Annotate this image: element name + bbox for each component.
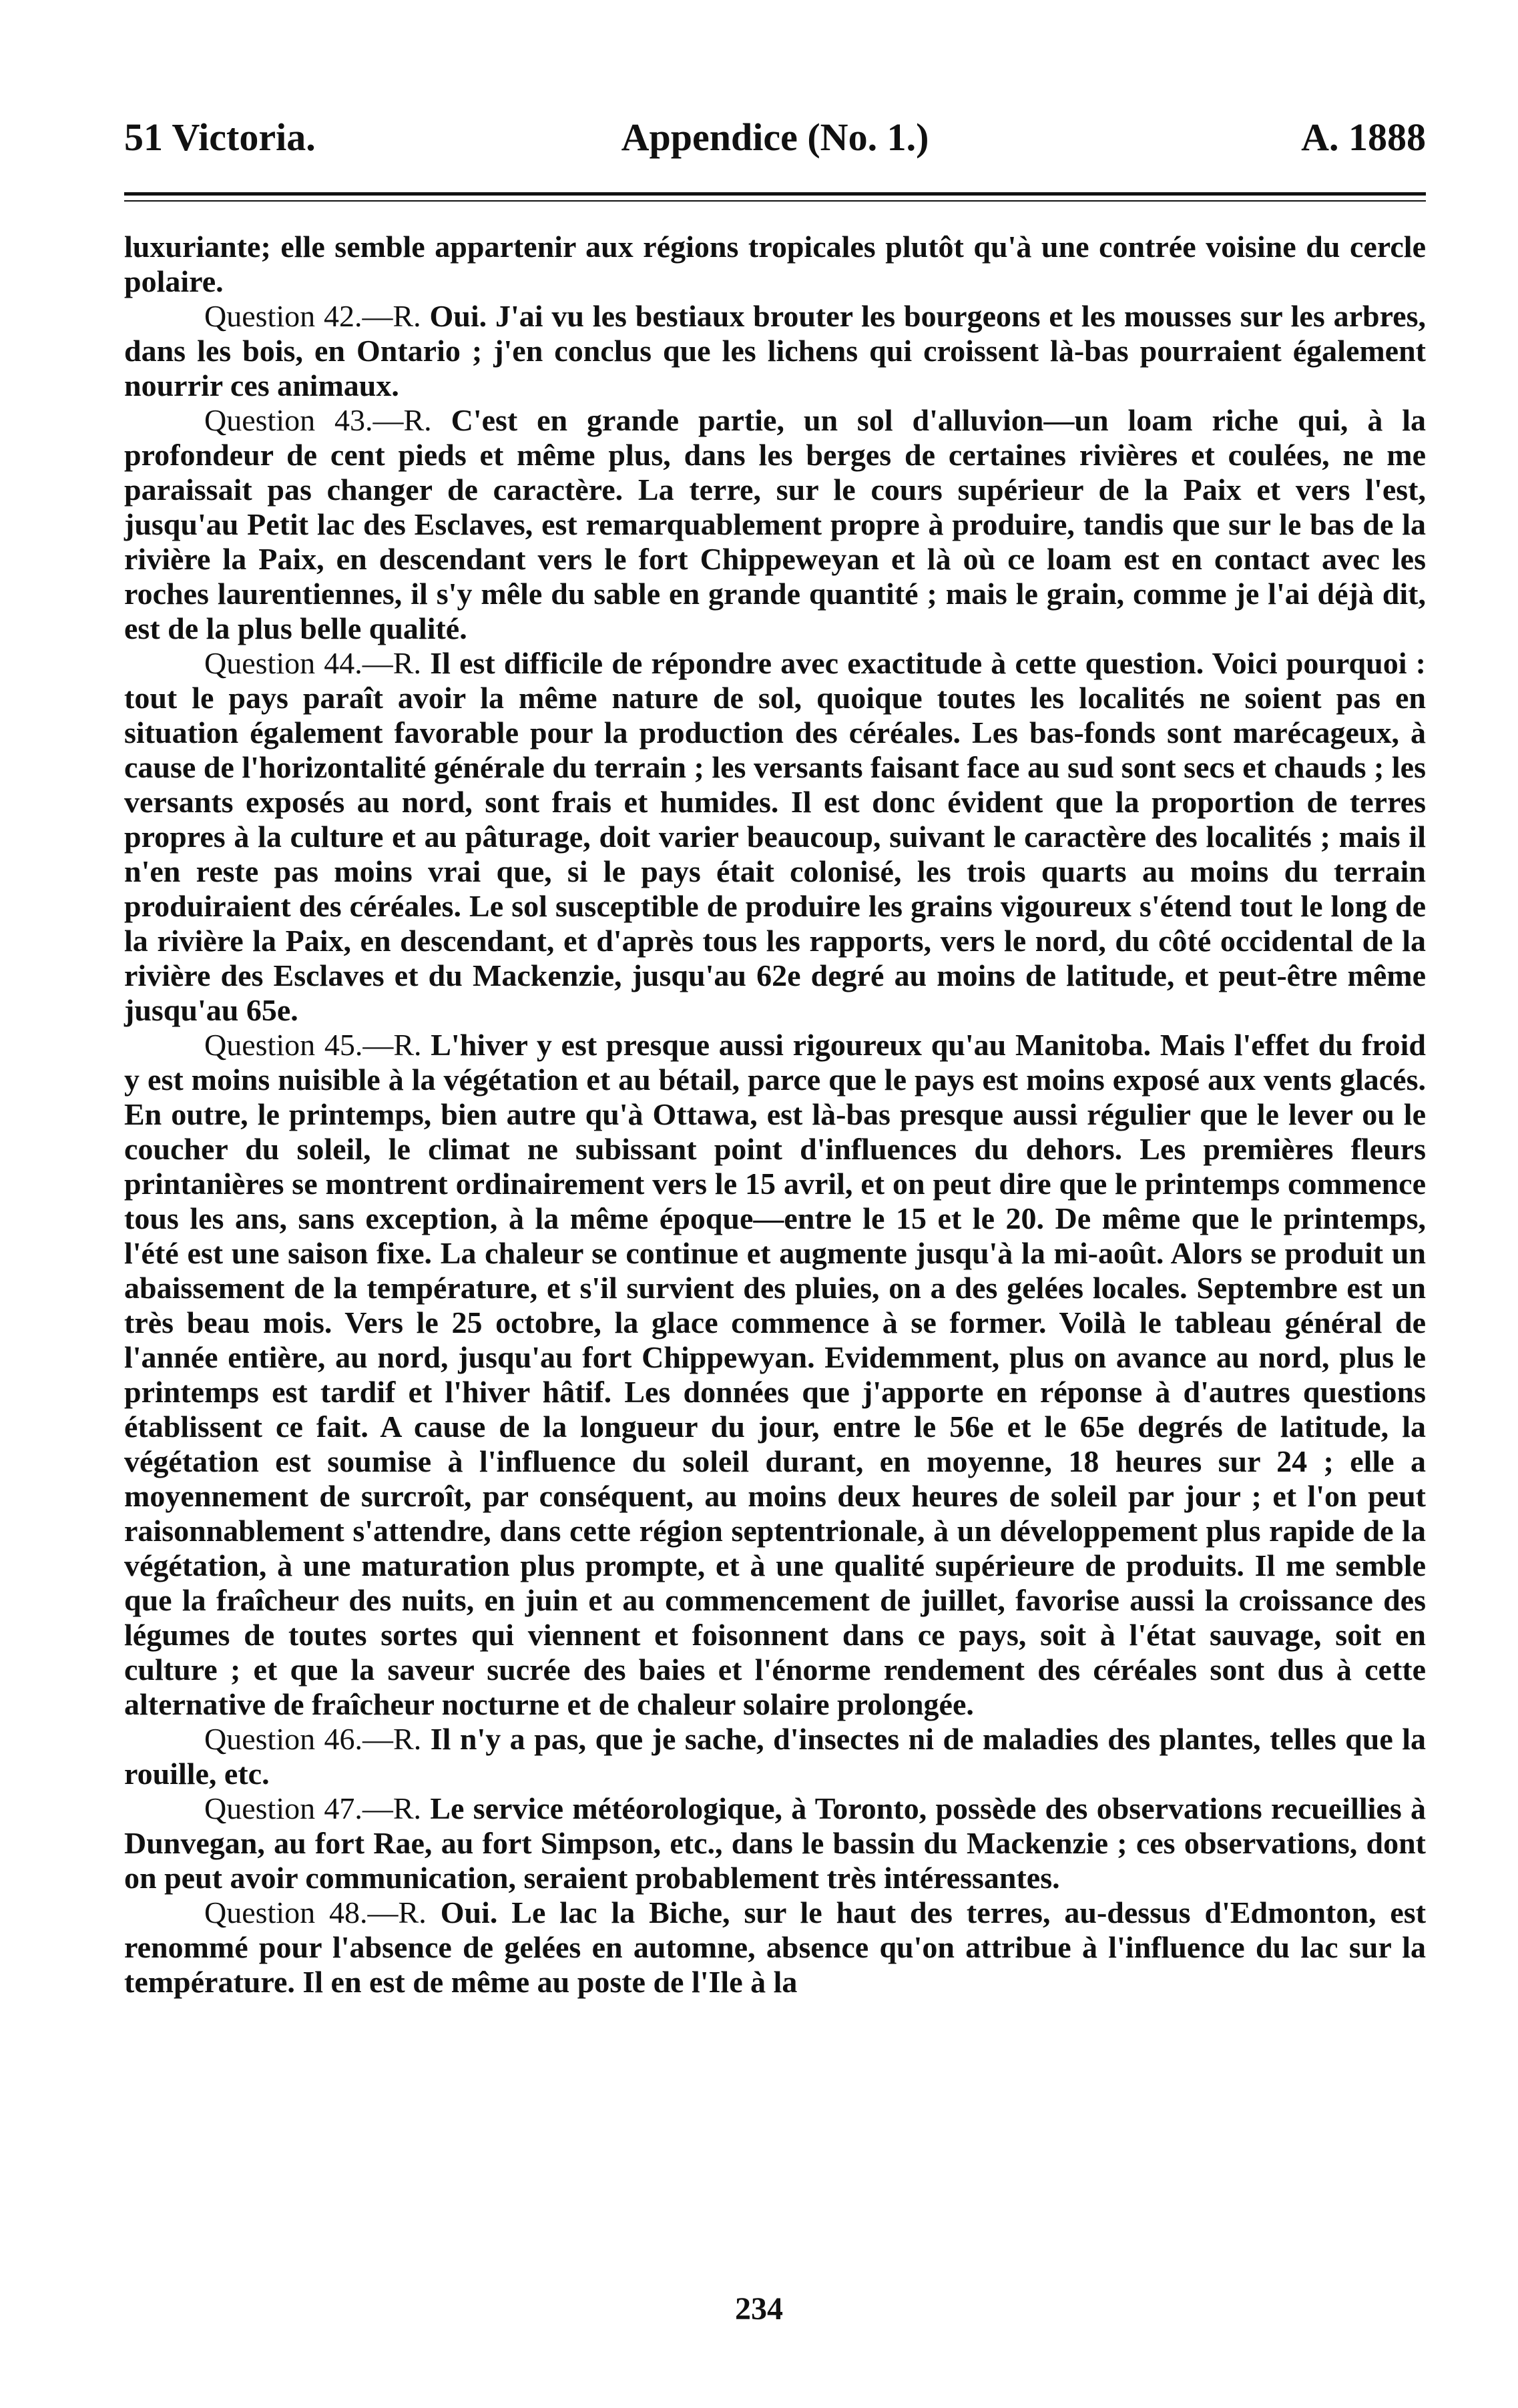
paragraph-question-45 [124,1028,1426,1722]
answer-text: Il n'y a pas, que je sache, d'insectes ni de maladies des plantes, telles que la rouille, etc. [124,1722,1427,1791]
answer-text: Oui. J'ai vu les bestiaux brouter les bourgeons et les mousses sur les arbres, dans les bois, en Ontario ; j'en conclus que les lichens qui croissent là-bas pourraient également nourrir ces animaux. [124,299,1426,402]
header-rule-thick [124,192,1426,196]
paragraph-question-47 [124,1791,1426,1895]
answer-text: L'hiver y est presque aussi rigoureux qu'au Manitoba. Mais l'effet du froid y est moins nuisible à la végétation et au bétail, parce que le pays est moins exposé aux vents glacés. En outre, le printemps, bien autre qu'à Ottawa, est là-bas presque aussi régulier que le lever ou le coucher du soleil, le climat ne subissant point d'influences du dehors. Les premières fleurs printanières se montrent ordinairement vers le 15 avril, et on peut dire que le printemps commence tous les ans, sans exception, à la même époque—entre le 15 et le 20. De même que le printemps, l'été est une saison fixe. La chaleur se continue et augmente jusqu'à la mi-août. Alors se produit un abaissement de la température, et s'il survient des pluies, on a des gelées locales. Septembre est un très beau mois. Vers le 25 octobre, la glace commence à se former. Voilà le tableau général de l'année entière, au nord, jusqu'au fort Chippewyan. Evidemment, plus on avance au nord, plus le printemps est tardif et l'hiver hâtif. Les données que j'apporte en réponse à d'autres questions établissent ce fait. A cause de la longueur du jour, entre le 56e et le 65e degrés de latitude, la végétation est soumise à l'influence du soleil durant, en moyenne, 18 heures sur 24 ; elle a moyennement de surcroît, par conséquent, au moins deux heures de soleil par jour ; et l'on peut raisonnablement s'attendre, dans cette région septentrionale, à un développement plus rapide de la végétation, à une maturation plus prompte, et à une qualité supérieure de produits. Il me semble que la fraîcheur des nuits, en juin et au commencement de juillet, favorise aussi la croissance des légumes de toutes sortes qui viennent et foisonnent dans ce pays, soit à l'état sauvage, soit en culture ; et que la saveur sucrée des baies et l'énorme rendement des céréales sont dus à cette alternative de fraîcheur nocturne et de chaleur solaire prolongée. [124,1028,1426,1721]
paragraph-question-48 [124,1895,1426,2000]
header-rule-thin [124,200,1426,202]
question-label: Question 43.—R. [204,403,432,437]
header-session: 51 Victoria. [124,115,316,159]
paragraph-question-46 [124,1722,1426,1791]
question-label: Question 44.—R. [204,646,421,680]
answer-text: Le service météorologique, à Toronto, possède des observations recueillies à Dunvegan, au fort Rae, au fort Simpson, etc., dans le bassin du Mackenzie ; ces observations, dont on peut avoir communication, seraient probablement très intéressantes. [124,1791,1427,1895]
paragraph-continuation [124,230,1426,299]
question-label: Question 47.—R. [204,1791,422,1825]
paragraph-question-43 [124,403,1426,646]
question-label: Question 46.—R. [204,1722,422,1756]
answer-text: Il est difficile de répondre avec exactitude à cette question. Voici pourquoi : tout le pays paraît avoir la même nature de sol, quoique toutes les localités ne soient pas en situation également favorable pour la production des céréales. Les bas-fonds sont marécageux, à cause de l'horizontalité générale du terrain ; les versants faisant face au sud sont secs et chauds ; les versants exposés au nord, sont frais et humides. Il est donc évident que la proportion de terres propres à la culture et au pâturage, doit varier beaucoup, suivant le caractère des localités ; mais il n'en reste pas moins vrai que, si le pays était colonisé, les trois quarts au moins du terrain produiraient des céréales. Le sol susceptible de produire les grains vigoureux s'étend tout le long de la rivière la Paix, en descendant, et d'après tous les rapports, vers le nord, du côté occidental de la rivière des Esclaves et du Mackenzie, jusqu'au 62e degré au moins de latitude, et peut-être même jusqu'au 65e. [124,646,1427,1027]
header-appendix: Appendice (No. 1.) [621,115,929,159]
question-label: Question 45.—R. [204,1028,422,1062]
running-header [124,115,1426,168]
page-number: 234 [735,2291,783,2327]
question-label: Question 42.—R. [204,299,421,333]
answer-text: C'est en grande partie, un sol d'alluvion—un loam riche qui, à la profondeur de cent pieds et même plus, dans les berges de certaines rivières et coulées, ne me paraissait pas changer de caractère. La terre, sur le cours supérieur de la Paix et vers l'est, jusqu'au Petit lac des Esclaves, est remarquablement propre à produire, tandis que sur le bas de la rivière la Paix, en descendant vers le fort Chippeweyan et là où ce loam est en contact avec les roches laurentiennes, il s'y mêle du sable en grande quantité ; mais le grain, comme je l'ai déjà dit, est de la plus belle qualité. [124,403,1426,645]
header-year: A. 1888 [1301,115,1426,159]
paragraph-text: luxuriante; elle semble appartenir aux régions tropicales plutôt qu'à une contrée voisine du cercle polaire. [124,230,1426,298]
body-text [124,230,1426,2000]
paragraph-question-44 [124,646,1426,1028]
paragraph-question-42 [124,299,1426,403]
question-label: Question 48.—R. [204,1895,427,1929]
answer-text: Oui. Le lac la Biche, sur le haut des terres, au-dessus d'Edmonton, est renommé pour l'absence de gelées en automne, absence qu'on attribue à l'influence du lac sur la température. Il en est de même au poste de l'Ile à la [124,1895,1427,1999]
